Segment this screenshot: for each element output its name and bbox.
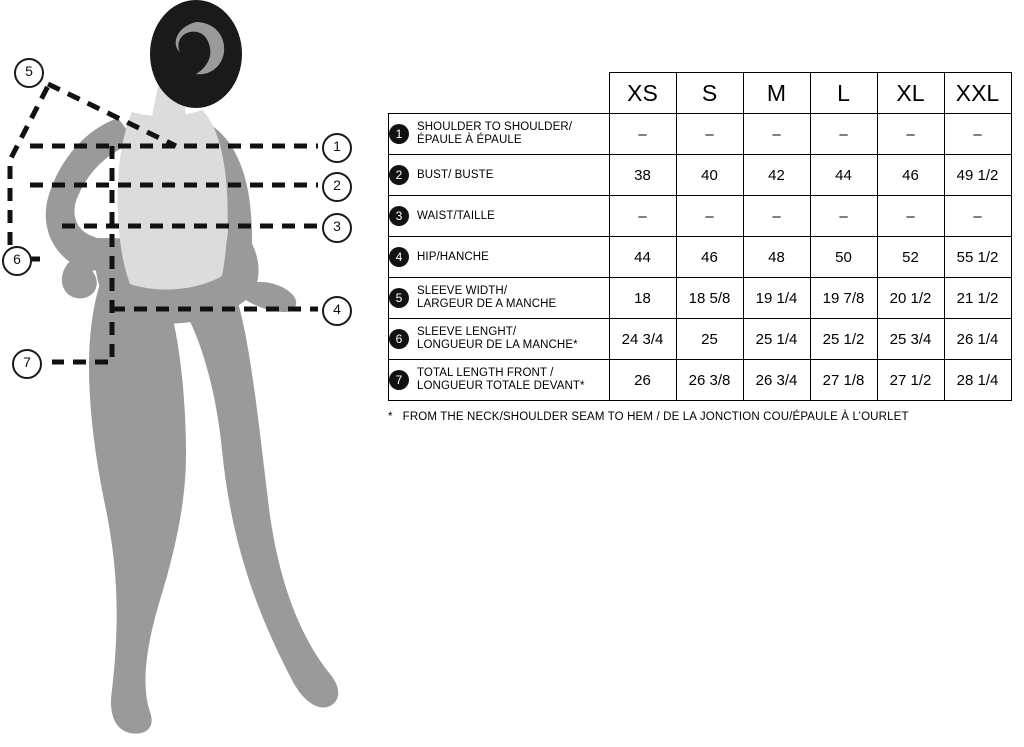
header-size-l: L bbox=[810, 73, 877, 114]
row-label-text-2: BUST/ BUSTE bbox=[417, 168, 494, 181]
callout-7: 7 bbox=[12, 349, 42, 379]
row-label-1 bbox=[389, 114, 610, 155]
cell-4-xxl: 55 1/2 bbox=[944, 237, 1011, 278]
figure-svg bbox=[0, 0, 380, 747]
callout-2: 2 bbox=[322, 172, 352, 202]
cell-1-xl: – bbox=[877, 114, 944, 155]
torso-shape bbox=[118, 110, 228, 290]
cell-5-l: 19 7/8 bbox=[810, 278, 877, 319]
cell-1-m: – bbox=[743, 114, 810, 155]
row-label-text-1: SHOULDER TO SHOULDER/ ÉPAULE À ÉPAULE bbox=[417, 121, 573, 146]
cell-5-xxl: 21 1/2 bbox=[944, 278, 1011, 319]
cell-3-xxl: – bbox=[944, 196, 1011, 237]
cell-7-m: 26 3/4 bbox=[743, 360, 810, 401]
table-row bbox=[389, 114, 1012, 155]
table-row bbox=[389, 196, 1012, 237]
head-shape bbox=[150, 0, 242, 108]
cell-4-m: 48 bbox=[743, 237, 810, 278]
size-chart-table bbox=[388, 72, 1012, 401]
cell-3-m: – bbox=[743, 196, 810, 237]
row-label-5 bbox=[389, 278, 610, 319]
table-row bbox=[389, 360, 1012, 401]
footnote-asterisk: * bbox=[388, 411, 393, 423]
row-label-text-3: WAIST/TAILLE bbox=[417, 209, 495, 222]
right-leg-shape bbox=[168, 285, 338, 708]
table-row bbox=[389, 155, 1012, 196]
callout-3: 3 bbox=[322, 213, 352, 243]
cell-3-xs: – bbox=[609, 196, 676, 237]
cell-6-xs: 24 3/4 bbox=[609, 319, 676, 360]
cell-1-l: – bbox=[810, 114, 877, 155]
cell-2-s: 40 bbox=[676, 155, 743, 196]
table-body bbox=[389, 114, 1012, 401]
dash-line-6 bbox=[10, 86, 48, 259]
callout-6: 6 bbox=[2, 246, 32, 276]
row-number-badge-6: 6 bbox=[389, 329, 409, 349]
cell-6-xxl: 26 1/4 bbox=[944, 319, 1011, 360]
callout-5: 5 bbox=[14, 58, 44, 88]
cell-7-xl: 27 1/2 bbox=[877, 360, 944, 401]
cell-4-xs: 44 bbox=[609, 237, 676, 278]
cell-6-l: 25 1/2 bbox=[810, 319, 877, 360]
row-label-text-6: SLEEVE LENGHT/ LONGUEUR DE LA MANCHE* bbox=[417, 326, 578, 351]
cell-3-s: – bbox=[676, 196, 743, 237]
cell-2-xl: 46 bbox=[877, 155, 944, 196]
row-label-text-7: TOTAL LENGTH FRONT / LONGUEUR TOTALE DEVANT* bbox=[417, 367, 585, 392]
header-size-xl: XL bbox=[877, 73, 944, 114]
left-leg-shape bbox=[89, 270, 186, 734]
cell-2-l: 44 bbox=[810, 155, 877, 196]
row-number-badge-4: 4 bbox=[389, 247, 409, 267]
header-size-s: S bbox=[676, 73, 743, 114]
cell-2-xxl: 49 1/2 bbox=[944, 155, 1011, 196]
row-label-text-4: HIP/HANCHE bbox=[417, 250, 489, 263]
cell-2-xs: 38 bbox=[609, 155, 676, 196]
row-label-text-5: SLEEVE WIDTH/ LARGEUR DE A MANCHE bbox=[417, 285, 557, 310]
table-header bbox=[389, 73, 1012, 114]
cell-7-l: 27 1/8 bbox=[810, 360, 877, 401]
cell-6-xl: 25 3/4 bbox=[877, 319, 944, 360]
row-number-badge-3: 3 bbox=[389, 206, 409, 226]
table-row bbox=[389, 319, 1012, 360]
footnote bbox=[388, 411, 1008, 423]
row-number-badge-1: 1 bbox=[389, 124, 409, 144]
cell-5-s: 18 5/8 bbox=[676, 278, 743, 319]
cell-4-l: 50 bbox=[810, 237, 877, 278]
header-size-m: M bbox=[743, 73, 810, 114]
table-header-row bbox=[389, 73, 1012, 114]
cell-2-m: 42 bbox=[743, 155, 810, 196]
row-number-badge-5: 5 bbox=[389, 288, 409, 308]
cell-4-s: 46 bbox=[676, 237, 743, 278]
cell-5-xs: 18 bbox=[609, 278, 676, 319]
cell-4-xl: 52 bbox=[877, 237, 944, 278]
header-size-xs: XS bbox=[609, 73, 676, 114]
cell-5-m: 19 1/4 bbox=[743, 278, 810, 319]
row-label-4 bbox=[389, 237, 610, 278]
size-chart-table-panel bbox=[388, 72, 1008, 423]
row-label-2 bbox=[389, 155, 610, 196]
cell-1-xs: – bbox=[609, 114, 676, 155]
body-figure-illustration bbox=[0, 0, 380, 747]
cell-5-xl: 20 1/2 bbox=[877, 278, 944, 319]
cell-3-xl: – bbox=[877, 196, 944, 237]
row-number-badge-2: 2 bbox=[389, 165, 409, 185]
callout-4: 4 bbox=[322, 296, 352, 326]
cell-6-s: 25 bbox=[676, 319, 743, 360]
footnote-text: FROM THE NECK/SHOULDER SEAM TO HEM / DE LA JONCTION COU/ÉPAULE À L’OURLET bbox=[402, 411, 909, 423]
row-label-6 bbox=[389, 319, 610, 360]
header-size-xxl: XXL bbox=[944, 73, 1011, 114]
cell-7-xxl: 28 1/4 bbox=[944, 360, 1011, 401]
cell-7-xs: 26 bbox=[609, 360, 676, 401]
row-label-7 bbox=[389, 360, 610, 401]
cell-6-m: 25 1/4 bbox=[743, 319, 810, 360]
callout-1: 1 bbox=[322, 133, 352, 163]
table-row bbox=[389, 237, 1012, 278]
row-label-3 bbox=[389, 196, 610, 237]
cell-1-xxl: – bbox=[944, 114, 1011, 155]
header-corner-cell bbox=[389, 73, 610, 114]
cell-7-s: 26 3/8 bbox=[676, 360, 743, 401]
cell-1-s: – bbox=[676, 114, 743, 155]
row-number-badge-7: 7 bbox=[389, 370, 409, 390]
cell-3-l: – bbox=[810, 196, 877, 237]
table-row bbox=[389, 278, 1012, 319]
